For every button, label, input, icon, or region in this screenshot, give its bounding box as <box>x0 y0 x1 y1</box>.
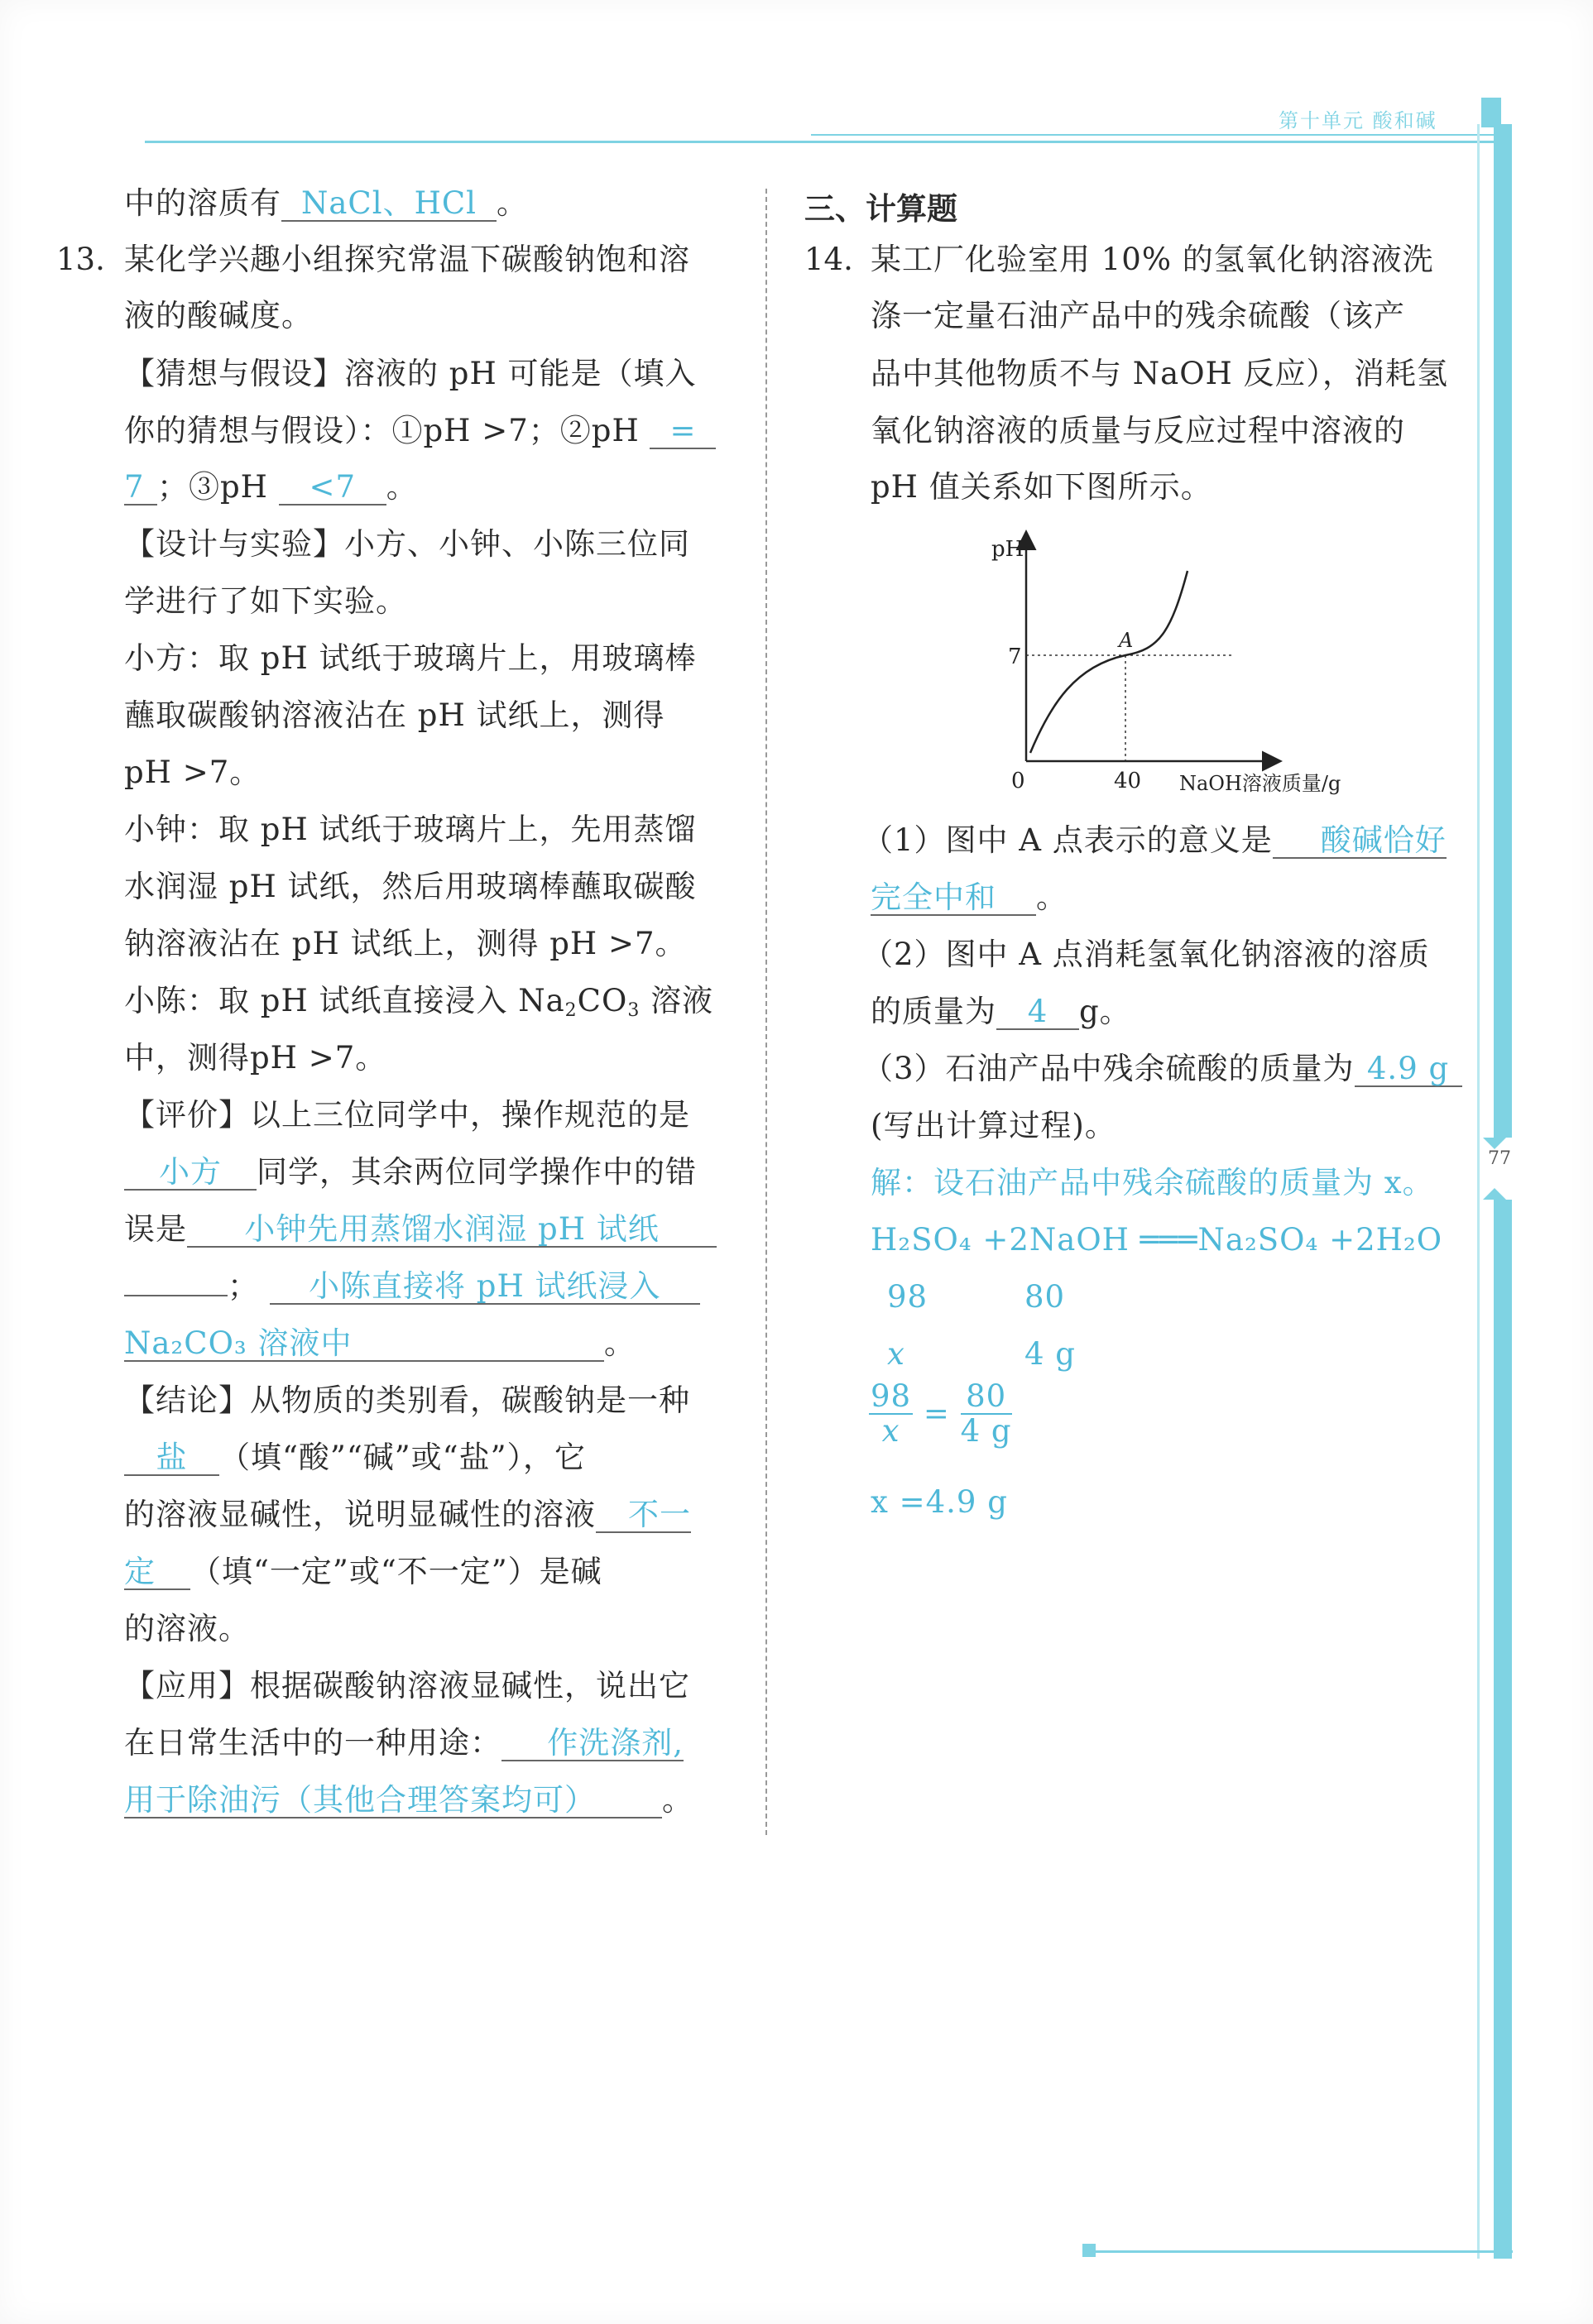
page-number: 77 <box>1488 1148 1511 1169</box>
answer-blank[interactable]: 盐 <box>124 1441 219 1476</box>
side-bar-lower <box>1494 1200 1512 2259</box>
q13-xiaochen-2: 中，测得pH >7。 <box>124 1040 387 1076</box>
header-rule <box>145 141 1502 143</box>
column-separator <box>765 189 767 1835</box>
answer-blank[interactable]: = <box>650 414 716 449</box>
answer-blank[interactable]: 定 <box>124 1555 190 1590</box>
q13-xiaozhong-2: 水润湿 pH 试纸，然后用玻璃棒蘸取碳酸 <box>124 869 697 904</box>
q13-application-3: 用于除油污（其他合理答案均可） 。 <box>124 1782 693 1818</box>
answer-blank[interactable]: 完全中和 <box>871 881 1036 916</box>
q13-xiaochen-1: 小陈：取 pH 试纸直接浸入 $Na_2CO_3$ 溶液 <box>124 983 714 1021</box>
answer-blank-continued[interactable] <box>124 1295 228 1296</box>
q14-part-3b: (写出计算过程)。 <box>871 1108 1116 1143</box>
q13-stem-2: 液的酸碱度。 <box>124 298 313 333</box>
answer-blank[interactable]: <7 <box>279 471 386 506</box>
q13-conclusion-4: 定 （填“一定”或“不一定”）是碱 <box>124 1554 602 1589</box>
footer-square <box>1082 2244 1096 2257</box>
answer-blank[interactable]: 不一 <box>596 1498 691 1533</box>
fraction-left: $\frac{98}{x}$ <box>871 1378 912 1449</box>
q13-xiaofang-2: 蘸取碳酸钠溶液沾在 pH 试纸上，测得 <box>124 697 665 733</box>
y-tick-7: 7 <box>1008 644 1022 669</box>
q13-eval-3: 误是 小钟先用蒸馏水润湿 pH 试纸 <box>124 1210 717 1249</box>
answer-blank[interactable]: 用于除油污（其他合理答案均可） <box>124 1784 662 1818</box>
q13-conclusion-3: 的溶液显碱性，说明显碱性的溶液 不一 <box>124 1497 691 1532</box>
header-rule-secondary <box>811 134 1498 136</box>
origin-label: 0 <box>1011 769 1025 793</box>
y-axis-label: pH <box>991 537 1024 562</box>
side-bar-upper <box>1494 124 1512 1138</box>
ph-curve <box>1030 571 1188 753</box>
question-14-number: 14. <box>804 242 853 277</box>
ph-graph <box>960 521 1374 803</box>
question-13-number: 13. <box>56 242 105 277</box>
answer-blank[interactable]: 作洗涤剂, <box>501 1727 684 1761</box>
answer-blank[interactable]: 4.9 g <box>1355 1052 1462 1087</box>
solution-mass-98: 98 <box>887 1279 928 1315</box>
answer-blank[interactable]: NaCl、HCl <box>281 187 497 222</box>
answer-blank[interactable]: 小陈直接将 pH 试纸浸入 <box>270 1270 700 1305</box>
point-a-label: A <box>1119 629 1134 652</box>
solution-mass-80: 80 <box>1024 1279 1066 1315</box>
q13-application-1: 【应用】根据碳酸钠溶液显碱性，说出它 <box>124 1668 690 1703</box>
q14-part-2: （2）图中 A 点消耗氢氧化钠溶液的溶质 <box>862 937 1430 972</box>
solution-equation: H₂SO₄ +2NaOH ═══Na₂SO₄ +2H₂O <box>871 1222 1443 1258</box>
footer-rule <box>1091 2250 1513 2253</box>
edge-tab <box>1481 98 1501 127</box>
solution-line-1: 解：设石油产品中残余硫酸的质量为 x。 <box>871 1165 1434 1200</box>
q13-guess-2: 你的猜想与假设）：①pH >7；②pH = <box>124 411 716 451</box>
x-axis-label: NaOH溶液质量/g <box>1179 772 1341 795</box>
q13-xiaozhong-1: 小钟：取 pH 试纸于玻璃片上，先用蒸馏 <box>124 812 697 847</box>
q14-part-3: （3）石油产品中残余硫酸的质量为 4.9 g <box>862 1049 1462 1089</box>
q13-eval-4: ； 小陈直接将 pH 试纸浸入 <box>124 1267 700 1306</box>
answer-blank[interactable]: 7 <box>124 471 157 506</box>
q14-part-2b: 的质量为 4 g。 <box>871 994 1131 1029</box>
q13-guess-1: 【猜想与假设】溶液的 pH 可能是（填入 <box>124 356 697 391</box>
solution-var-x: x <box>887 1336 905 1372</box>
q13-xiaozhong-3: 钠溶液沾在 pH 试纸上，测得 pH >7。 <box>124 926 687 961</box>
q14-part-1b: 完全中和 。 <box>871 879 1068 915</box>
answer-blank[interactable]: 小方 <box>124 1156 257 1191</box>
q14-part-1: （1）图中 A 点表示的意义是 酸碱恰好 <box>862 822 1447 858</box>
answer-blank[interactable]: Na₂CO₃ 溶液中 <box>124 1327 604 1362</box>
q13-conclusion-1: 【结论】从物质的类别看，碳酸钠是一种 <box>124 1382 690 1418</box>
side-rule <box>1477 124 1480 2259</box>
q13-eval-1: 【评价】以上三位同学中，操作规范的是 <box>124 1097 690 1133</box>
x-tick-40: 40 <box>1114 769 1142 793</box>
side-notch-top <box>1483 1138 1506 1149</box>
q13-guess-3: 7 ；③pH <7 。 <box>124 469 418 505</box>
fraction-right: $\frac{80}{4 g}$ <box>960 1378 1012 1449</box>
solution-result: x =4.9 g <box>871 1484 1008 1520</box>
chapter-header: 第十单元 酸和碱 <box>1279 109 1437 132</box>
solution-proportion: $\frac{98}{x}$ = $\frac{80}{4 g}$ <box>871 1378 1012 1449</box>
side-notch-bottom <box>1483 1188 1506 1200</box>
q13-eval-5: Na₂CO₃ 溶液中 。 <box>124 1325 636 1361</box>
q14-stem-2: 涤一定量石油产品中的残余硫酸（该产 <box>871 298 1405 333</box>
q14-stem-3: 品中其他物质不与 NaOH 反应），消耗氢 <box>871 356 1449 391</box>
answer-blank[interactable]: 4 <box>996 995 1079 1030</box>
left-line-0: 中的溶质有 NaCl、HCl 。 <box>124 185 528 221</box>
q13-design-1: 【设计与实验】小方、小钟、小陈三位同 <box>124 526 690 562</box>
q13-conclusion-2: 盐 （填“酸”“碱”或“盐”），它 <box>124 1438 586 1478</box>
q13-xiaofang-3: pH >7。 <box>124 755 262 790</box>
q14-stem-4: 氧化钠溶液的质量与反应过程中溶液的 <box>871 413 1405 448</box>
q13-eval-2: 小方 同学，其余两位同学操作中的错 <box>124 1152 697 1192</box>
q13-design-2: 学进行了如下实验。 <box>124 583 407 619</box>
q13-stem-1: 某化学兴趣小组探究常温下碳酸钠饱和溶 <box>124 242 690 277</box>
q13-conclusion-5: 的溶液。 <box>124 1611 250 1646</box>
answer-blank[interactable]: 酸碱恰好 <box>1273 824 1447 859</box>
q13-xiaofang-1: 小方：取 pH 试纸于玻璃片上，用玻璃棒 <box>124 640 697 676</box>
q14-stem-1: 某工厂化验室用 10% 的氢氧化钠溶液洗 <box>871 242 1434 277</box>
q14-stem-5: pH 值关系如下图所示。 <box>871 469 1212 505</box>
solution-var-4g: 4 g <box>1024 1336 1076 1372</box>
answer-blank[interactable]: 小钟先用蒸馏水润湿 pH 试纸 <box>187 1213 717 1248</box>
section-heading: 三、计算题 <box>804 191 957 227</box>
q13-application-2: 在日常生活中的一种用途： 作洗涤剂, <box>124 1725 684 1761</box>
